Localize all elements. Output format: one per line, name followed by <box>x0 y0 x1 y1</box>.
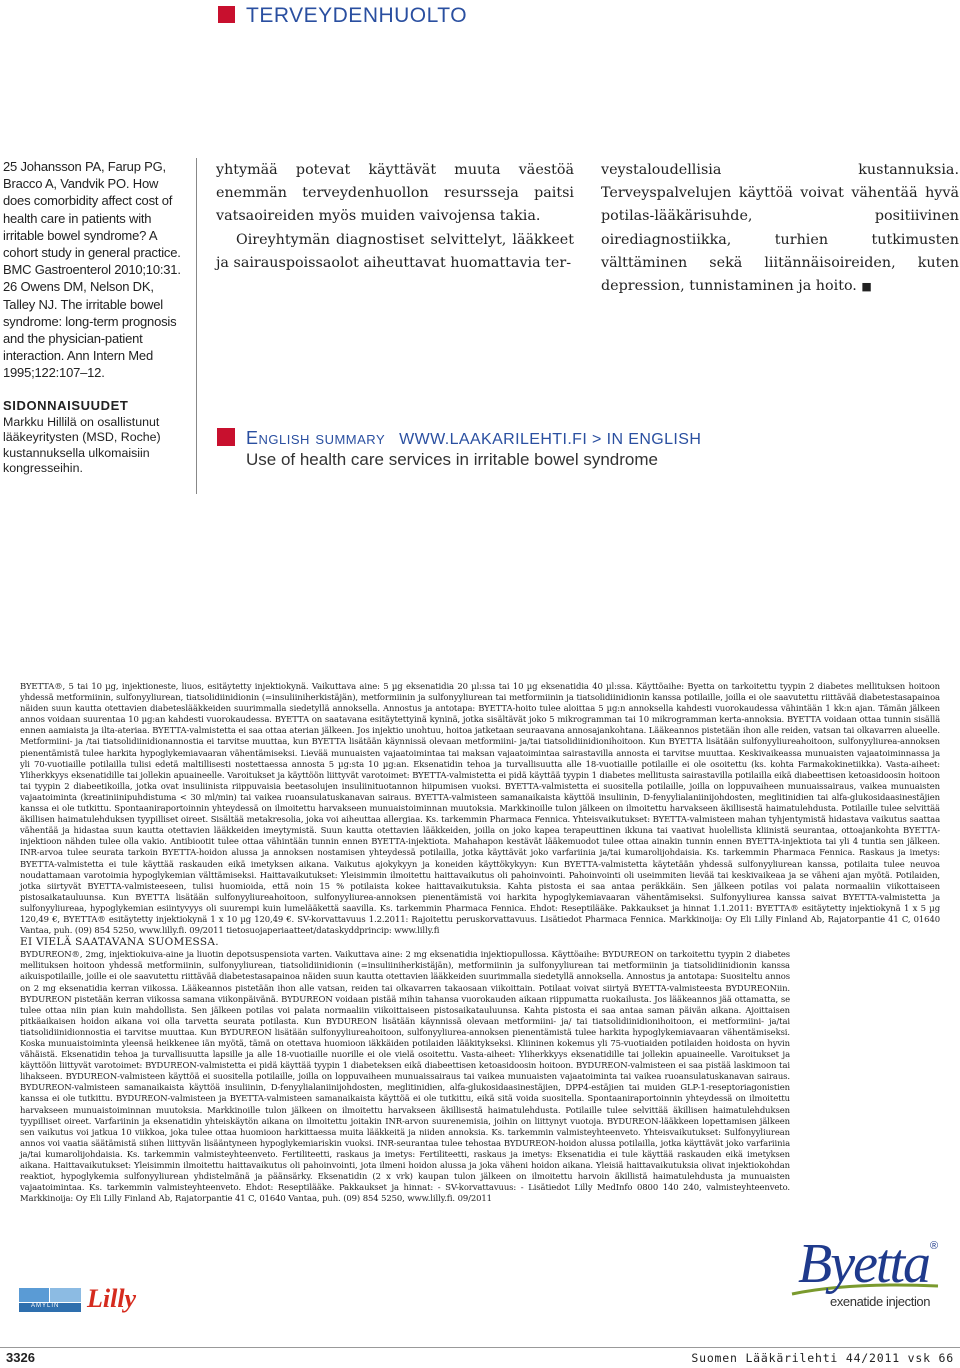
not-available-note: EI VIELÄ SAATAVANA SUOMESSA. <box>20 936 219 949</box>
english-summary-link[interactable]: WWW.LAAKARILEHTI.FI > IN ENGLISH <box>399 431 702 448</box>
lilly-logo: Lilly <box>87 1284 137 1313</box>
english-summary-label: English summary <box>246 428 386 448</box>
ad-prescribing-info <box>20 681 940 1204</box>
footer-rule <box>0 1347 960 1348</box>
byetta-wordmark: Byetta <box>798 1233 930 1295</box>
end-mark: ■ <box>861 280 872 294</box>
column-divider <box>196 158 197 494</box>
bydureon-info: BYDUREON®, 2mg, injektiokuiva-aine ja liuotin depotsuspensiota varten. Vaikuttava aine: 2 mg eksenatidia injektiopullossa. Käyttöaihe: BYDUREON on tarkoitettu tyypin 2 diabetes mellituksen hoitoon yhdessä metformiinin, sulfonyyliurean, tiatsolidiinidionin (=insuliiniherkistäjän), metformiinin ja sulfonyyliurean tai metformiinin ja tiatsolidiinidionin kanssa aikuispotilaille, joille ei ole saavutettu riittävää diabetestasapainoa näiden suun kautta otettavien lääkkeiden suurimmalla siedetyllä annoksella. Annostus ja antotapa: Suositeltu annos on 2 mg eksenatidia kerran viikossa. Lääkeannos pistetään ihon alle vatsan, reiden tai olkavarren takaosaan viikoittain. Potilaat voivat siirtyä BYETTA-valmisteesta BYDUREONiin. BYDUREON pistetään kerran viikossa samana viikonpäivänä. BYDUREON voidaan pistää mihin tahansa vuorokauden aikaan riippumatta ruokailusta. Jos lääkeannos jää ottamatta, se tulee ottaa niin pian kuin mahdollista. Sen jälkeen potilas voi palata normaaliin viikoittaiseen pistosaikatauluunsa. Kahta pistosta ei saa antaa saman päivän aikana. Ajoittaisen pitkäaikaisen hoidon aikana voi olla tarvetta seurata potilasta. Kun BYDUREON lisätään käynnissä olevaan metformiini- ja/ tai tiatsolidiinidionihoitoon, ei metformiini- ja/tai tiatsolidiinidionnostia ei tarvitse muuttaa. Kun BYDUREON lisätään sulfonyyliureahoitoon, sulfonyyliurea-annoksen pienentämistä tulee harkita hypoglykemiavaaran vähentämiseksi. Koska munuaistoiminta yleensä heikkenee iän myötä, tämä on otettava huomioon iäkkäiden potilaiden lääkitykseksi. Kliininen kokemus yli 75-vuotiaiden potilaiden hoidosta on hyvin vähäistä. Eksenatidin tehoa ja turvallisuutta lapsille ja alle 18-vuotiaille nuorille ei ole vielä osoitettu. Vasta-aiheet: Yliherkkyys eksenatidille tai jollekin apuaineelle. Varoitukset ja käyttöön liittyvät varotoimet: BYDUREON-valmistetta ei pidä käyttää tyypin 1 diabeteksen eikä diabeettisen ketoasidoosin hoitoon. BYDUREON-valmisteen ei saa pistää laskimoon tai lihakseen. BYDUREON-valmisteen käyttöä ei suositella potilaille, joilla on loppuvaiheen munuaissairaus tai vaikea munuaisten vajaatoiminta tai vaikea ruoansulatuskanavan sairaus. BYDUREON-valmisteen samanaikaista käyttöä insuliinin, D-fenyylialaniinijohdosten, meglitinidien, alfa-glukosidaasinestäjien, DPP4-estäjien tai muiden GLP-1-reseptoriagonistien kanssa ei ole tutkittu. BYDUREON-valmisteen ja BYETTA-valmisteen samanaikaista käyttöä ei ole tutkittu, eikä sitä voida suositella. Spontaaniraportoinnin yhteydessä on ilmoitettu harvakseen munuaistoiminnan muutoksia. Markkinoille tulon jälkeen on ilmoitettu harvakseen äkillisestä haimatulehdusta. Potilaille tulee selvittää äkillisen haimatulehduksen tyypilliset oireet. Varfariinin ja eksenatidin yhteiskäytön aikana on ilmoitettu joitakin INR-arvon suurenemisia, joihin on liittynyt vuotoja. BYDUREON-lääkkeen lopettamisen jälkeen sen vaikutus voi jatkua 10 viikkoa, joka tulee ottaa huomioon harkittaessa muita lääkkeitä ja niiden annoksia. Ks. tarkemmin valmisteyhteenveto. Yhteisvaikutukset: Sulfonyyliurean annos voi vaatia säätämistä siihen liittyvän lisääntyneen hypoglykemiariskin vuoksi. INR-seurantaa tulee tehostaa BYDUREON-hoidon alussa potilailla, jotka käyttävät joko varfariinia ja/tai kumarolijohdaisia. Ks. tarkemmin valmisteyhteenveto. Fertiliteetti, raskaus ja imetys: Fertiliteetti, raskaus ja imetys: Eksenatidia ei tule käyttää raskauden eikä imetyksen aikana. Haittavaikutukset: Yleisimmin ilmoitettu haittavaikutus oli pahoinvointi, jota ilmeni hoidon alussa ja joka väheni hoidon aikana. Yleisiä haittavaikutuksia olivat injektiokohdan reaktiot, hypoglykemia sulfonyyliurean yhdistelmänä ja päänsärky. Eksenatidin (2 x vrk) kaupan tulon jälkeen on ilmoitettu harvoin äkillistä haimatulehdusta ja munuaisten vajaatoimintaa. Ks. tarkemmin valmisteyhteenveto. Ehdot: Reseptilääke. Pakkaukset ja hinnat: - SV-korvattavuus: - Lisätiedot Lilly MedInfo 0800 140 240, valmisteyhteenveto. Markkinoija: Oy Eli Lilly Finland Ab, Rajatorpantie 41 C, 01640 Vantaa, puh. (09) 854 5250, www.lilly.fi. 09/2011 <box>20 949 790 1204</box>
amylin-logo <box>19 1288 81 1312</box>
reference-item: 26 Owens DM, Nelson DK, Talley NJ. The irritable bowel syndrome: long-term prognosis and the physician-patient interaction. Ann Intern Med 1995;122:107–12. <box>3 279 177 381</box>
body-paragraph: yhtymää potevat käyttävät muuta väestöä enemmän terveydenhuollon resursseja paitsi vatsaoireiden myös muiden vaivojensa takia. <box>216 162 574 225</box>
section-marker <box>218 6 235 23</box>
body-paragraph <box>601 159 959 298</box>
section-title: TERVEYDENHUOLTO <box>246 4 468 27</box>
byetta-logo <box>790 1232 940 1312</box>
summary-marker <box>217 428 235 446</box>
disclosure-title: SIDONNAISUUDET <box>3 398 129 413</box>
registered-mark: ® <box>930 1240 939 1252</box>
body-paragraph: Oireyhtymän diagnostiset selvittelyt, lääkkeet ja sairauspoissaolot aiheuttavat huomattavia ter- <box>216 231 574 271</box>
disclosure-text: Markku Hillilä on osallistunut lääkeyritysten (MSD, Roche) kustannuksella ulkomaisiin kongresseihin. <box>3 415 161 475</box>
english-summary-title: Use of health care services in irritable bowel syndrome <box>246 450 658 469</box>
byetta-tagline: exenatide injection <box>830 1294 931 1309</box>
amylin-text: AMYLIN <box>31 1303 60 1309</box>
journal-citation: Suomen Lääkärilehti 44/2011 vsk 66 <box>691 1351 954 1365</box>
reference-item: 25 Johansson PA, Farup PG, Bracco A, Vandvik PO. How does comorbidity affect cost of health care in patients with irritable bowel syndrome? A cohort study in general practice. BMC Gastroenterol 2010;10:31. <box>3 159 181 278</box>
article-column-2 <box>601 159 959 298</box>
page-number: 3326 <box>6 1350 35 1365</box>
body-text: veystaloudellisia kustannuksia. Terveyspalvelujen käyttöä voivat vähentää hyvä potilas-lääkärisuhde, positiivinen oirediagnostiikka, turhien tutkimusten välttäminen sekä liitännäisoireiden, kuten depression, tunnistaminen ja hoito. <box>601 162 959 295</box>
english-summary-header <box>246 428 701 449</box>
byetta-info: BYETTA®, 5 tai 10 µg, injektioneste, liuos, esitäytetty injektiokynä. Vaikuttava aine: 5 µg eksenatidia 20 µl:ssa tai 10 µg eksenatidia 40 µl:ssa. Käyttöaihe: Byetta on tarkoitettu tyypin 2 diabetes mellituksen hoitoon yhdessä metformiinin, sulfonyyliurean, tiatsolidiinidionin (=insuliiniherkistäjän), metformiinin ja sulfonyyliurean tai metformiinin ja tiatsolidiinidionin kanssa potilaille, joilla ei ole saavutettu riittävää diabetestasapainoa näiden suun kautta otettavien diabeteslääkkeiden suurimmalla siedetyllä annoksella. Annostus ja antotapa: BYETTA-hoito tulee aloittaa 5 µg:n annoksella kahdesti vuorokaudessa vähintään 1 kk:n ajan. Tämän jälkeen annos voidaan suurentaa 10 µg:an kahdesti vuorokaudessa. BYETTA on saatavana esitäytettyinä kyninä, jotka sisältävät joko 5 mikrogramman tai 10 mikrogramman kerta-annoksia. BYETTA voidaan ottaa tunnin sisällä ennen aamiaista ja ilta-ateriaa. BYETTA-valmistetta ei saa ottaa aterian jälkeen. Jos injektio unohtuu, hoitoa jatketaan seuraavana annosajankohtana. Lääkeannos pistetään ihon alle reiden, vatsan tai olkavarren alueelle. Metformiini- ja /tai tiatsolidiinidionannostia ei tarvitse muuttaa, kun BYETTA lisätään käynnissä olevaan metformiini- ja/tai tiatsolidiinidionihoitoon. Kun BYETTA lisätään sulfonyyliureahoitoon, sulfonyyliurea-annoksen pienentämistä tulee harkita hypoglykemiavaaran vähentämiseksi. Lievää munuaisten vajaatoimintaa tai maksan vajaatoimintaa sairastavilla annosta ei tarvitse muuttaa. Keskivaikeassa munuaisten vajaatoiminnassa ja yli 70-vuotiaille potilailla tulisi edetä maltillisesti nostettaessa annosta 5 µg:sta 10 µg:an. Eksenatidin tehoa ja turvallisuutta alle 18-vuotiaille potilaille ei ole osoitettu (ks. kohta Farmakokinetiikka). Vasta-aiheet: Yliherkkyys eksenatidille tai jollekin apuaineelle. Varoitukset ja käyttöön liittyvät varotoimet: BYETTA-valmistetta ei pidä käyttää tyypin 1 diabetes mellitusta sairastavilla potilailla eikä diabeettisen ketoasidoosin hoitoon tai tyypin 2 diabeetikoilla, jotka ovat insuliinista riippuvaisia beetasolujen insuliinituotannon hiipumisen vuoksi. BYETTA-valmistetta ei suositella potilaille, joilla on loppuvaiheen munuaissairaus, vaikea munuaisten vajaatoiminta (kreatiniinipuhdistuma < 30 ml/min) tai vaikea ruoansulatuskanavan sairaus. BYETTA-valmisteen samanaikaista käyttöä insuliinin, D-fenyylialaniinijohdosten, meglitinidien tai alfa-glukosidaasinestäjien kanssa ei ole tutkittu. Spontaaniraportoinnin yhteydessä on ilmoitettu harvakseen munuaistoiminnan muutoksia. Markkinoille tulon jälkeen on ilmoitettu harvakseen äkillisestä haimatulehdusta. Potilaille tulee selvittää äkillisen haimatulehduksen tyypilliset oireet. Sisältää metakresolia, joka voi aiheuttaa allergiaa. Ks. tarkemmin Pharmaca Fennica. Yhteisvaikutukset: BYETTA-valmisteen mahan tyhjentymistä hidastava vaikutus saattaa vähentää ja hidastaa suun kautta otettavien lääkkeiden imeytymistä. Suun kautta otettavien lääkkeiden, joilla on joko kapea terapeuttinen ikkuna tai vaativat huolellista kliinistä seurantaa, ottoajankohta BYETTA-injektioon nähden tulee olla vakio. Antibiootit tulee ottaa vähintään tunnin ennen BYETTA-injektiota. Mahahapon kestävät lääkemuodot tulee ottaa ainakin tunnin ennen BYETTA-injektiota tai yli 4 tuntia sen jälkeen. INR-arvoa tulee seurata tarkoin BYETTA-hoidon alussa ja annoksen nostamisen yhteydessä potilailla, jotka käyttävät joko varfariinia ja/tai kumarolijohdaisia. Ks. tarkemmin Pharmaca Fennica. Raskaus ja imetys: BYETTA-valmistetta ei tule käyttää raskauden eikä imetyksen aikana. Vaikutus ajokykyyn ja koneiden käyttökykyyn: Kun BYETTA-valmistetta käytetään yhdessä sulfonyyliurean kanssa, potilaita tulee neuvoa noudattamaan varotoimia hypoglykemian välttämiseksi. Haittavaikutukset: Yleisimmin ilmoitettu haittavaikutus oli pahoinvointi. Pahoinvointi oli useimmiten lievää tai keskivaikeaa ja se väheni ajan myötä. Potilaiden, jotka siirtyvät BYETTA-valmisteeseen, tulisi huomioida, että noin 15 % potilaista kokee haittavaikutuksia. Kahta pistosta ei saa antaa peräkkäin. Sen jälkeen potilas voi palata normaaliin viikottaiseen pistosaikatauluunsa. Kun BYETTA lisätään sulfonyyliureahoitoon, sulfonyyliurea-annoksen pienentämistä voi harkita hypoglykemiavaaran vähentämiseksi. Sulfonyyliurea kanssa saivat BYETTA-valmistetta ja sulfonyyliureaa, hypoglykemian esiintyvyys oli suurempi kuin lumelääkettä saavilla. Ks. tarkemmin Pharmaca Fennica. Ehdot: Reseptilääke. Pakkaukset ja hinnat 1.1.2011: BYETTA® esitäytetty injektiokynä 1 x 5 µg 120,49 €, BYETTA® esitäytetty injektiokynä 1 x 10 µg 120,49 €. SV-korvattavuus 1.2.2011: Rajoitettu peruskorvattavuus. Lisätiedot Pharmaca Fennica. Markkinoija: Oy Eli Lilly Finland Ab, Rajatorpantie 41 C, 01640 Vantaa, puh. (09) 854 5250, www.lilly.fi. 09/2011 tietosuojaperiaatteet/dataskyddprincip: www.lilly.fi <box>20 681 940 936</box>
article-column-1 <box>216 159 574 275</box>
reference-list <box>3 158 183 382</box>
